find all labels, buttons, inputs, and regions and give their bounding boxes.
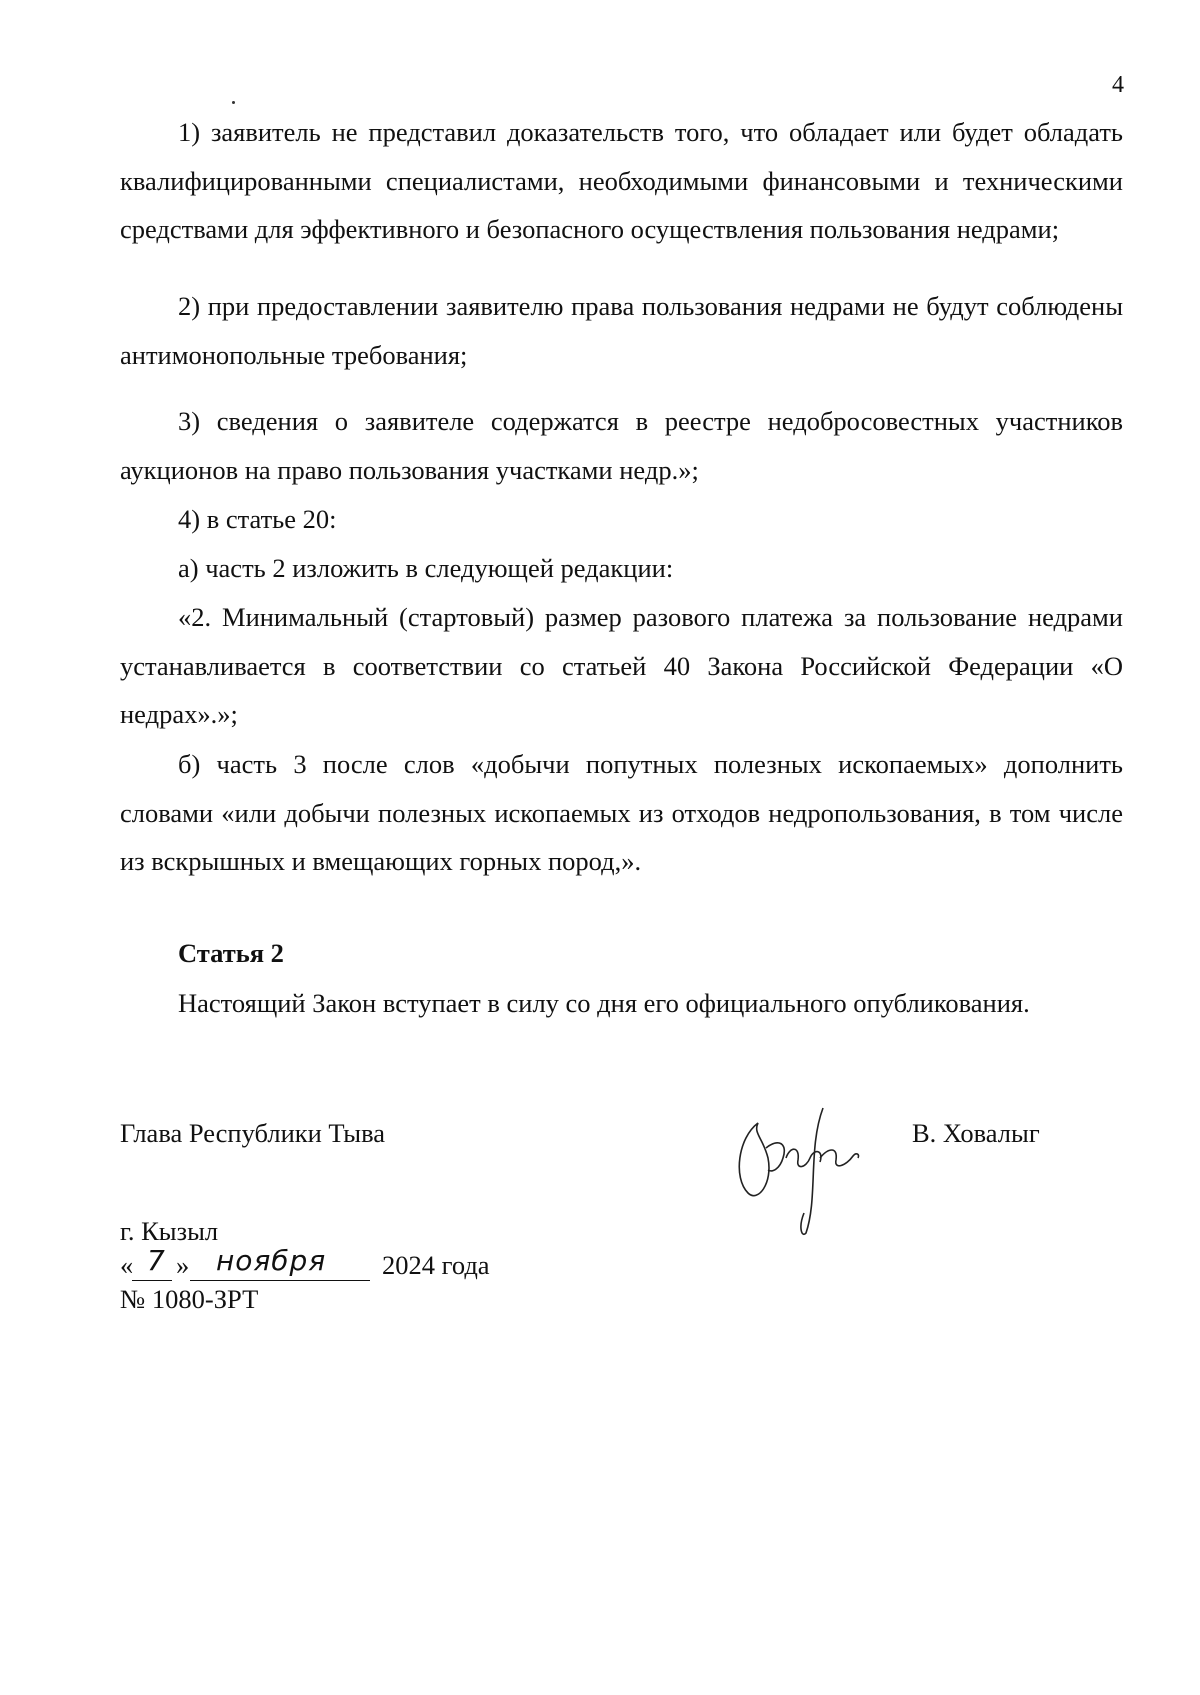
signatory-name: В. Ховалыг xyxy=(912,1118,1040,1148)
paragraph-item-4: 4) в статье 20: xyxy=(178,504,337,534)
city: г. Кызыл xyxy=(120,1216,219,1246)
law-number: № 1080-ЗРТ xyxy=(120,1284,259,1314)
day-handwritten: 7 xyxy=(147,1244,166,1277)
close-quote: » xyxy=(176,1250,190,1280)
signatory-title: Глава Республики Тыва xyxy=(120,1118,386,1148)
scan-dot xyxy=(232,101,235,104)
article-heading: Статья 2 xyxy=(178,938,284,968)
paragraph-item-b: б) часть 3 после слов «добычи попутных полезных ископаемых» дополнить словами «или добычи полезных ископаемых из отходов недропользования, в том числе из вскрышных и вмещающих горных пород,». xyxy=(120,749,1123,876)
date-line xyxy=(120,1244,540,1284)
paragraph-item-2: 2) при предоставлении заявителю права пользования недрами не будут соблюдены антимонопольные требования; xyxy=(120,291,1123,370)
year: 2024 года xyxy=(382,1250,490,1280)
page-number: 4 xyxy=(1112,72,1124,98)
paragraph-item-a: а) часть 2 изложить в следующей редакции: xyxy=(178,553,674,583)
article-text: Настоящий Закон вступает в силу со дня его официального опубликования. xyxy=(178,988,1030,1018)
paragraph-item-3: 3) сведения о заявителе содержатся в реестре недобросовестных участников аукционов на право пользования участками недр.»; xyxy=(120,406,1123,485)
paragraph-item-quote: «2. Минимальный (стартовый) размер разового платежа за пользование недрами устанавливается в соответствии со статьей 40 Закона Российской Федерации «О недрах».»; xyxy=(120,602,1123,729)
handwritten-signature xyxy=(728,1088,878,1238)
month-handwritten: ноября xyxy=(216,1244,327,1277)
open-quote: « xyxy=(120,1250,134,1280)
paragraph-item-1: 1) заявитель не представил доказательств того, что обладает или будет обладать квалифицированными специалистами, необходимыми финансовыми и техническими средствами для эффективного и безопасного осуществления пользования недрами; xyxy=(120,117,1123,244)
